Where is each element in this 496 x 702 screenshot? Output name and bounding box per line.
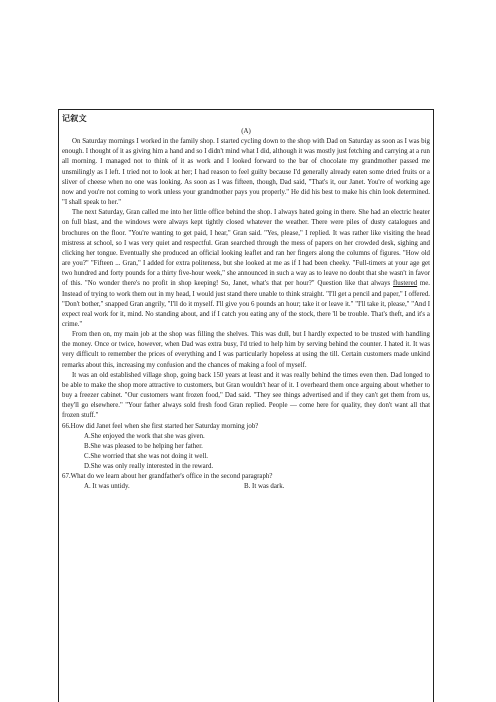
paragraph-2 xyxy=(62,208,430,330)
question-67-options xyxy=(62,482,430,492)
question-67-option-a: A. It was untidy. xyxy=(84,483,130,491)
paragraph-3: From then on, my main job at the shop was filling the shelves. This was dull, but I hardly expected to be trusted with handling the money. Once or twice, however, when Dad was extra busy, I'd tried to help him by serving behind the counter. I hated it. It was very difficult to remember the prices of everything and I was particularly hopeless at using the till. Certain customers made unkind remarks about this, increasing my confusion and the chances of making a fool of myself. xyxy=(62,331,430,369)
question-66-option-c: C.She worried that she was not doing it well. xyxy=(84,453,209,460)
paragraph-2-rest: me. Instead of trying to work them out in my head, I would just stand there unable to think straight. "I'll get a pencil and paper," I offered. "Don't bother," snapped Gran angrily, "I'll do it myself. I'll give you 6 pounds an hour; take it or leave it." "I'll take it, please," "And I expect real work for it, mind. No standing about, and if I catch you eating any of the stock, there 'll be trouble. That's theft, and it's a crime." xyxy=(62,280,430,328)
question-66-stem: 66.How did Janet feel when she first started her Saturday morning job? xyxy=(62,422,259,430)
paragraph-4: It was an old established village shop, going back 150 years at least and it was really behind the times even then. Dad longed to be able to make the shop more attractive to customers, but Gran wouldn't hear of it. I overheard them once arguing about whether to buy a freezer cabinet. "Our customers want frozen food," Dad said. "They see things advertised and if they can't get them from us, they'll go elsewhere." "Your father always sold fresh food Gran replied. People — come here for quality, they don't want all that frozen stuff." xyxy=(62,371,430,420)
paragraph-2-text: The next Saturday, Gran called me into her little office behind the shop. I always hated going in there. She had an electric heater on full blast, and the windows were always kept tightly closed whatever the weather. There were piles of dusty catalogues and brochures on the floor. "You're wanting to get paid, I hear," Gran said. "Yes, please," I replied. It was rather like visiting the head mistress at school, so I was very quiet and respectful. Gran searched through the mess of papers on her crowded desk, sighing and clicking her tongue. Eventually she produced an official looking leaflet and ran her fingers along the columns of figures. "How old are you?" "Fifteen ... Gran," I added for extra politeness, but she looked at me as if I had been cheeky. "Full-timers at your age get two hundred and forty pounds for a thirty five-hour week," she announced in such a way as to leave no doubt that she wasn't in favor of this. "No wonder there's no profit in shop keeping! So, Janet, what's that per hour?" Question like that always xyxy=(62,209,430,288)
passage-label: (A) xyxy=(241,128,251,135)
question-66-option-b: B.She was pleased to be helping her father. xyxy=(84,442,203,450)
question-66-option-d: D.She was only really interested in the reward. xyxy=(84,463,214,471)
question-66-option-a: A.She enjoyed the work that she was given. xyxy=(84,432,205,440)
question-67-option-b: B. It was dark. xyxy=(244,483,285,491)
reading-body xyxy=(62,127,430,493)
question-67-stem: 67.What do we learn about her grandfather's office in the second paragraph? xyxy=(62,473,273,481)
paragraph-1: On Saturday mornings I worked in the family shop. I started cycling down to the shop with Dad on Saturday as soon as I was big enough. I thought of it as giving him a hand and so I didn't mind what I did, although it was mostly just fetching and carrying at a run all morning. I managed not to think of it as work and I looked forward to the bar of chocolate my grandmother passed me unsmilingly as I left. I tried not to look at her; I had reason to feel guilty because I'd generally already eaten some dried fruits or a sliver of cheese when no one was looking. As soon as I was fifteen, though, Dad said, "That's it, our Janet. You're of working age now and you're not coming to work unless your grandmother pays you properly." He did his best to make his chin look determined. "I shall speak to her." xyxy=(62,138,430,207)
underlined-word: flustered xyxy=(393,280,418,288)
section-heading: 记叙文 xyxy=(62,114,87,123)
